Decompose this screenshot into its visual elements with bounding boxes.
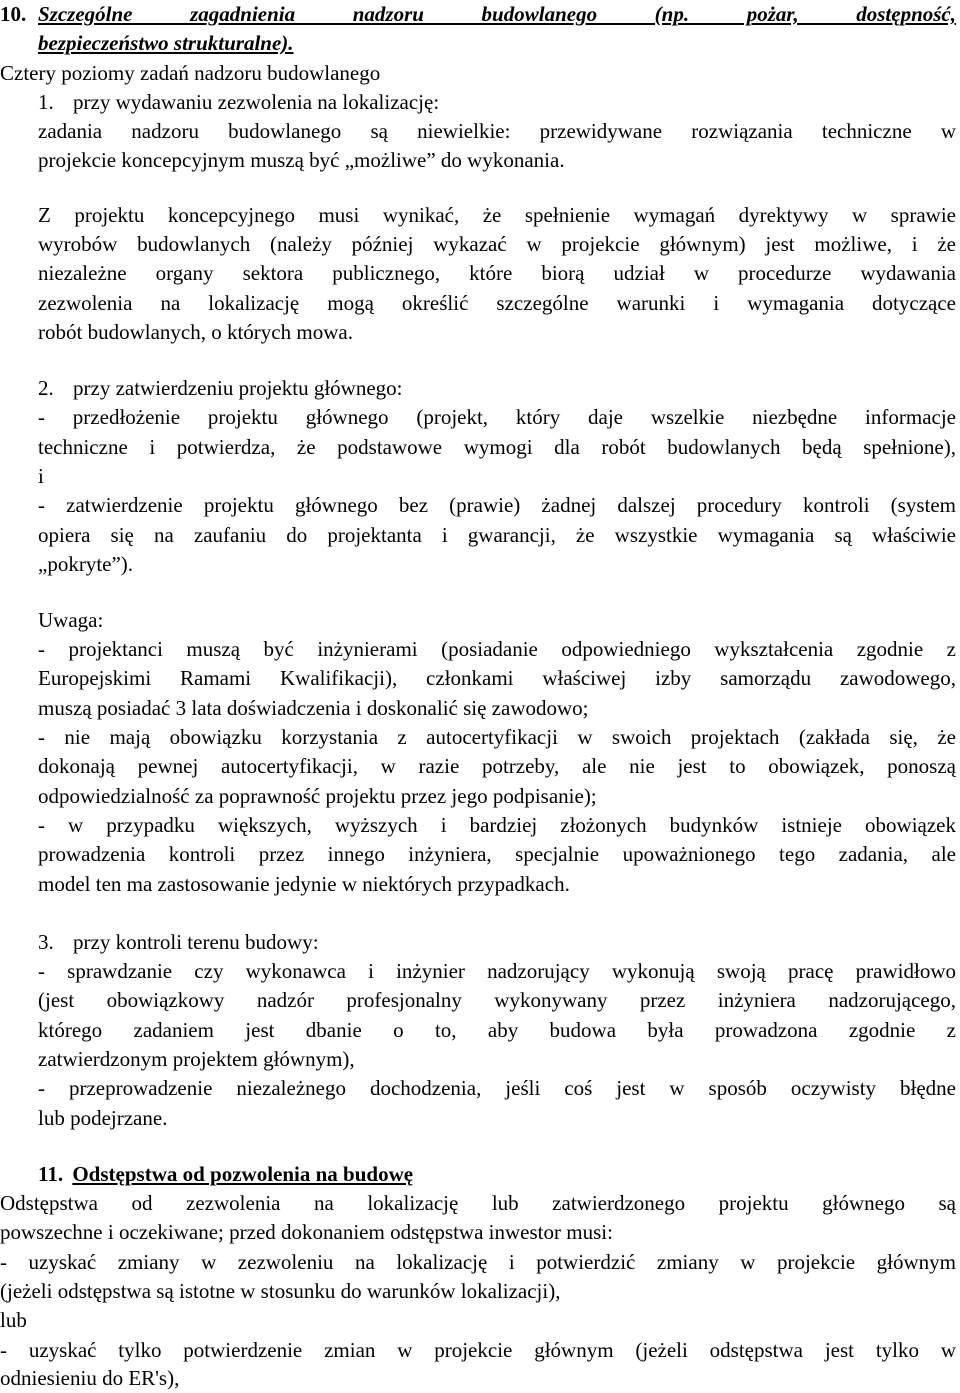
item-3-line: (jest obowiązkowy nadzór profesjonalny wykonywany przez inżyniera nadzorującego, [38,988,956,1012]
item-3-line: - przeprowadzenie niezależnego dochodzenia, jeśli coś jest w sposób oczywisty błędne [38,1076,956,1100]
item-2-line: techniczne i potwierdza, że podstawowe wymogi dla robót budowlanych będą spełnione), [38,435,956,459]
section-11-line: odniesieniu do ER's), [0,1366,180,1390]
note-heading: Uwaga: [38,608,104,632]
section-10-subtitle: Cztery poziomy zadań nadzoru budowlanego [0,61,381,85]
note-line: prowadzenia kontroli przez innego inżyniera, specjalnie upoważnionego tego zadania, ale [38,842,956,866]
item-1-heading-text: przy wydawaniu zezwolenia na lokalizację: [73,90,440,114]
item-2-line: opiera się na zaufaniu do projektanta i gwarancji, że wszystkie wymagania są właściwie [38,523,956,547]
item-2-heading-text: przy zatwierdzeniu projektu głównego: [73,376,403,400]
item-2-line: - przedłożenie projektu głównego (projekt, który daje wszelkie niezbędne informacje [38,405,956,429]
item-1-para-line: niezależne organy sektora publicznego, które biorą udział w procedurze wydawania [38,261,956,285]
section-11-line: (jeżeli odstępstwa są istotne w stosunku do warunków lokalizacji), [0,1279,561,1303]
note-line: muszą posiadać 3 lata doświadczenia i doskonalić się zawodowo; [38,696,589,720]
note-line: odpowiedzialność za poprawność projektu przez jego podpisanie); [38,784,597,808]
note-line: - w przypadku większych, wyższych i bardziej złożonych budynków istnieje obowiązek [38,813,956,837]
item-1-heading [38,88,956,117]
item-1-number: 1. [38,90,54,114]
item-3-line: którego zadaniem jest dbanie o to, aby budowa była prowadzona zgodnie z [38,1018,956,1042]
section-11-line: - uzyskać tylko potwierdzenie zmian w projekcie głównym (jeżeli odstępstwa jest tylko w [0,1338,956,1362]
section-11-title: Odstępstwa od pozwolenia na budowę [72,1162,414,1186]
item-2-line: - zatwierdzenie projektu głównego bez (prawie) żadnej dalszej procedury kontroli (system [38,493,956,517]
item-3-heading [38,928,956,957]
section-11-number: 11. [38,1162,64,1186]
section-10-heading-line2 [38,29,956,58]
section-11-heading [38,1160,956,1189]
item-2-line: i [38,464,44,488]
section-10-heading-line1 [0,0,960,29]
item-1-para-line: Z projektu koncepcyjnego musi wynikać, że spełnienie wymagań dyrektywy w sprawie [38,203,956,227]
item-3-heading-text: przy kontroli terenu budowy: [73,930,319,954]
item-2-line: „pokryte”). [38,552,134,576]
note-line: - projektanci muszą być inżynierami (posiadanie odpowiedniego wykształcenia zgodnie z [38,637,956,661]
item-1-para-line: robót budowlanych, o których mowa. [38,320,353,344]
item-1-line: zadania nadzoru budowlanego są niewielkie: przewidywane rozwiązania techniczne w [38,119,956,143]
item-2-heading [38,374,956,403]
note-line: model ten ma zastosowanie jedynie w niektórych przypadkach. [38,872,570,896]
note-line: dokonają pewnej autocertyfikacji, w razie potrzeby, ale nie jest to obowiązek, ponoszą [38,754,956,778]
item-3-number: 3. [38,930,54,954]
section-11-line: lub [0,1308,27,1332]
note-line: - nie mają obowiązku korzystania z autocertyfikacji w swoich projektach (zakłada się, że [38,725,956,749]
item-3-line: zatwierdzonym projektem głównym), [38,1047,355,1071]
item-1-para-line: wyrobów budowlanych (należy później wykazać w projekcie głównym) jest możliwe, i że [38,232,956,256]
item-1-para-line: zezwolenia na lokalizację mogą określić szczególne warunki i wymagania dotyczące [38,291,956,315]
item-3-line: - sprawdzanie czy wykonawca i inżynier nadzorujący wykonują swoją pracę prawidłowo [38,959,956,983]
section-11-line: powszechne i oczekiwane; przed dokonaniem odstępstwa inwestor musi: [0,1220,613,1244]
note-line: Europejskimi Ramami Kwalifikacji), członkami właściwej izby samorządu zawodowego, [38,666,956,690]
section-10-title-line2: bezpieczeństwo strukturalne). [38,31,294,55]
section-11-line: Odstępstwa od zezwolenia na lokalizację lub zatwierdzonego projektu głównego są [0,1191,956,1215]
section-10-number: 10. [0,2,27,26]
item-1-line: projekcie koncepcyjnym muszą być „możliwe” do wykonania. [38,148,565,172]
section-11-line: - uzyskać zmiany w zezwoleniu na lokalizację i potwierdzić zmiany w projekcie głównym [0,1250,956,1274]
item-3-line: lub podejrzane. [38,1106,168,1130]
item-2-number: 2. [38,376,54,400]
section-10-title-line1: Szczególne zagadnienia nadzoru budowlanego (np. pożar, dostępność, [38,2,956,26]
